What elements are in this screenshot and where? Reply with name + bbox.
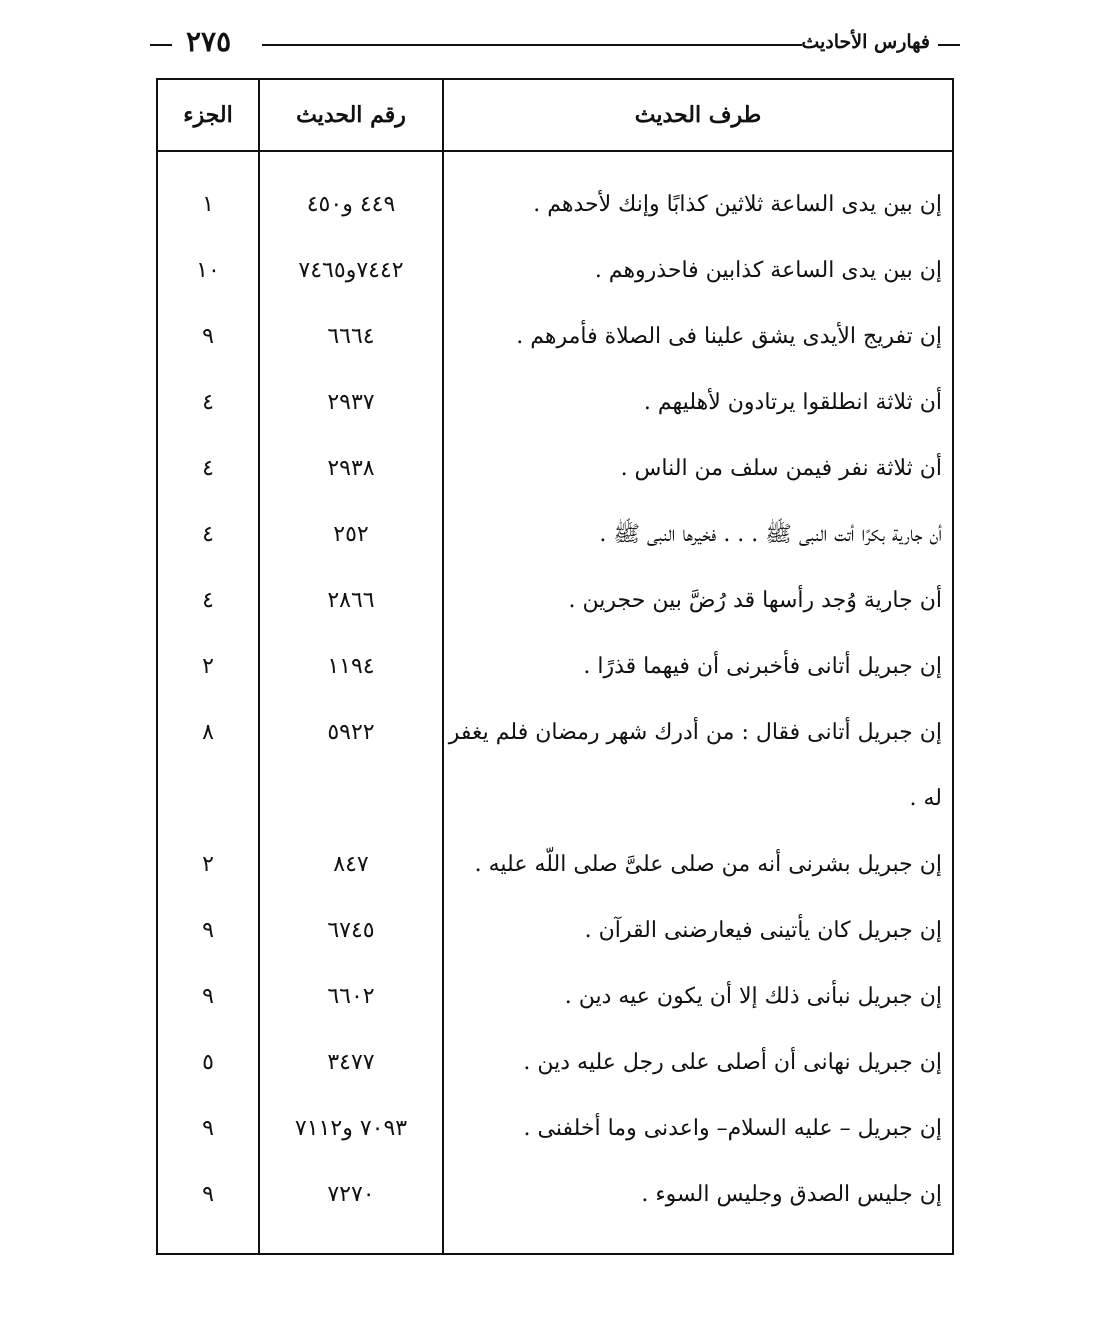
table-body — [158, 172, 952, 1228]
volume-cell: ٢ — [202, 852, 214, 877]
table-row — [158, 634, 952, 700]
hadith-text-cell: أن جارية وُجد رأسها قد رُضَّ بين حجرين . — [568, 588, 942, 613]
hadith-number-cell: ٢٨٦٦ — [327, 588, 375, 613]
volume-cell: ١٠ — [196, 258, 220, 283]
volume-cell: ٩ — [202, 1116, 214, 1141]
hadith-number-cell: ٣٤٧٧ — [327, 1050, 375, 1075]
hadith-number-cell: ٧٤٤٢و٧٤٦٥ — [298, 258, 404, 283]
table-row — [158, 1162, 952, 1228]
hadith-text-cell: إن جبريل بشرنى أنه من صلى علىَّ صلى اللّه عليه . — [474, 852, 942, 877]
hadith-text-cell: إن بين يدى الساعة كذابين فاحذروهم . — [594, 258, 942, 283]
table-row — [158, 700, 952, 766]
table-row — [158, 502, 952, 568]
table-row — [158, 1030, 952, 1096]
volume-cell: ٤ — [202, 456, 214, 481]
hadith-number-cell: ٦٦٠٢ — [327, 984, 375, 1009]
table-row — [158, 1096, 952, 1162]
hadith-text-cell: أن ثلاثة نفر فيمن سلف من الناس . — [620, 456, 942, 481]
table-row — [158, 568, 952, 634]
volume-cell: ٤ — [202, 390, 214, 415]
column-header-hadith: طرف الحديث — [634, 102, 762, 128]
table-row-continuation — [158, 766, 952, 832]
page-header — [150, 22, 960, 62]
volume-cell: ٨ — [202, 720, 214, 745]
hadith-text-cell: إن جبريل – عليه السلام– واعدنى وما أخلفنى . — [523, 1116, 942, 1141]
hadith-number-cell — [260, 766, 442, 832]
hadith-number-cell: ٤٤٩ و٤٥٠ — [306, 192, 396, 217]
hadith-number-cell: ٢٥٢ — [333, 522, 369, 547]
hadith-text-cell: إن بين يدى الساعة ثلاثين كذابًا وإنك لأحدهم . — [533, 192, 942, 217]
volume-cell: ٤ — [202, 522, 214, 547]
hadith-text-cell: إن تفريج الأيدى يشق علينا فى الصلاة فأمرهم . — [516, 324, 942, 349]
hadith-number-cell: ٧٢٧٠ — [327, 1182, 375, 1207]
running-title: فهارس الأحاديث — [801, 31, 930, 53]
volume-cell: ٤ — [202, 588, 214, 613]
table-row — [158, 964, 952, 1030]
hadith-number-cell: ٥٩٢٢ — [327, 720, 375, 745]
table-row — [158, 370, 952, 436]
header-divider — [158, 150, 952, 152]
hadith-text-cell: إن جبريل نبأنى ذلك إلا أن يكون عيه دين . — [564, 984, 942, 1009]
hadith-number-cell: ٦٦٦٤ — [327, 324, 375, 349]
volume-cell: ٩ — [202, 984, 214, 1009]
table-row — [158, 238, 952, 304]
hadith-number-cell: ١١٩٤ — [327, 654, 375, 679]
hadith-text-cell: أن ثلاثة انطلقوا يرتادون لأهليهم . — [643, 390, 942, 415]
column-header-number: رقم الحديث — [296, 102, 406, 128]
hadith-text-cell: أن جارية بكرًا أتت النبى ﷺ . . . فخيرها النبى ﷺ . — [599, 522, 942, 547]
hadith-text-cell: له . — [909, 786, 942, 811]
hadith-number-cell: ٦٧٤٥ — [327, 918, 375, 943]
volume-cell: ١ — [202, 192, 214, 217]
column-header-volume: الجزء — [183, 102, 233, 128]
table-row — [158, 436, 952, 502]
header-rule-left — [150, 44, 172, 46]
hadith-number-cell: ٧٠٩٣ و٧١١٢ — [294, 1116, 408, 1141]
volume-cell: ٩ — [202, 918, 214, 943]
hadith-index-table — [156, 78, 954, 1255]
table-row — [158, 304, 952, 370]
hadith-number-cell: ٢٩٣٨ — [327, 456, 375, 481]
hadith-text-cell: إن جبريل أتانى فقال : من أدرك شهر رمضان فلم يغفر — [448, 720, 942, 745]
volume-cell: ٩ — [202, 324, 214, 349]
volume-cell: ٩ — [202, 1182, 214, 1207]
page-number: ٢٧٥ — [186, 25, 232, 58]
hadith-text-cell: إن جبريل كان يأتينى فيعارضنى القرآن . — [584, 918, 942, 943]
volume-cell: ٥ — [202, 1050, 214, 1075]
hadith-text-cell: إن جليس الصدق وجليس السوء . — [641, 1182, 942, 1207]
table-row — [158, 172, 952, 238]
table-row — [158, 898, 952, 964]
header-rule-right — [938, 44, 960, 46]
volume-cell — [158, 766, 258, 832]
hadith-text-cell: إن جبريل أتانى فأخبرنى أن فيهما قذرًا . — [583, 654, 942, 679]
header-rule — [262, 44, 802, 46]
volume-cell: ٢ — [202, 654, 214, 679]
hadith-number-cell: ٨٤٧ — [333, 852, 369, 877]
hadith-text-cell: إن جبريل نهانى أن أصلى على رجل عليه دين . — [523, 1050, 942, 1075]
hadith-number-cell: ٢٩٣٧ — [327, 390, 375, 415]
table-row — [158, 832, 952, 898]
